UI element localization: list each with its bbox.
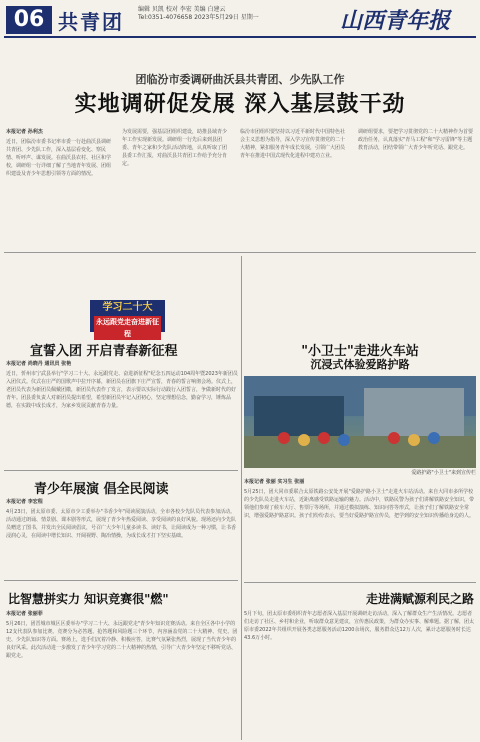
article-a-body	[6, 360, 238, 468]
article-c-title: 比智慧拼实力 知识竞赛很"燃"	[8, 592, 169, 606]
banner-title: 学习二十大	[102, 302, 153, 313]
article-b-byline: 本报记者 李宏程	[6, 499, 43, 505]
center-column-rule	[241, 256, 242, 740]
newspaper-logo: 山西青年报	[340, 8, 451, 34]
main-bottom-rule	[4, 252, 476, 253]
main-col-3-text: 临汾市团组织要坚持以习近平新时代中国特色社会主义思想为指导，深入学习宣传贯彻党的二十大精神，紧扣服务青年成长发展，引领广大团员青年在推进中国式现代化进程中建功立业。	[240, 129, 346, 159]
main-kicker: 团临汾市委调研曲沃县共青团、少先队工作	[135, 73, 345, 86]
railway-photo-drawing	[244, 376, 476, 468]
article-b-text: 4月23日，团太原市委、太原市少工委举办"书香少年"阅读展演活动，全市各校少先队员代表参加活动。活动通过朗诵、情景剧、课本剧等形式，展现了青少年热爱阅读、享受阅读的良好风貌。现场还向少先队员赠送了图书，并发出全民阅读倡议，号召广大少年儿童多读书、读好书，让阅读成为一种习惯，让书香浸润心灵，在阅读中增长知识、开阔视野、陶冶情操，为成长成才打下坚实基础。	[6, 509, 237, 539]
article-c-byline: 本报记者 张丽菲	[6, 611, 43, 617]
main-byline: 本报记者 孙利杰	[6, 129, 43, 135]
study-banner	[90, 300, 165, 338]
article-e-body	[244, 610, 476, 738]
main-col-4-text: 调研组要求，要把学习贯彻党的二十大精神作为首要政治任务，认真落实"青马工程"和"学习雷锋"等主题教育活动，团结带领广大青少年听党话、跟党走。	[358, 129, 474, 151]
main-col-2-text: 为发展需要，强基层团组织建设，助推县域青少年工作实现新发展。调研组一行先后来到县团委、青年之家和少先队活动阵地，认真听取了团县委工作汇报，对曲沃县共青团工作给予充分肯定。	[122, 129, 228, 167]
article-d-text: 5月25日，团大同市委联合太原铁路公安处开展"爱路护路小卫士"走进火车站活动。来自大同市多所学校的少先队员走进火车站，近距离感受铁路运输的魅力。活动中，铁路民警为孩子们讲解铁路安全知识，带领他们参观了候车大厅、售票厅等场所，并通过模拟演练、知识问答等形式，让孩子们了解铁路安全常识，增强爱路护路意识。孩子们纷纷表示，要当好爱路护路宣传员，把学到的安全知识传播给身边的人。	[244, 489, 475, 519]
article-e-title: 走进满赋源利民之路	[365, 592, 474, 606]
page-number: 06	[6, 6, 52, 34]
main-col-3	[240, 128, 348, 246]
main-col-2	[122, 128, 230, 246]
article-e-text: 5月下旬，团太原市委组织青年志愿者深入基层开展调研走访活动，深入了解群众生产生活情况。志愿者们走访了社区、乡村和企业，听取群众意见建议，宣传惠民政策，为群众办实事、解难题。据了解，团太原市委2022年共组织开展各类志愿服务活动1200余场次，服务群众达12万人次，累计志愿服务时长达43.6万小时。	[244, 611, 475, 641]
main-col-4	[358, 128, 474, 246]
article-a-text: 近日，忻州市宁武县举行"学习二十大、永远跟党走、奋进新征程"纪念五四运动104周年暨2023年新团员入团仪式。仪式在庄严的国歌声中拉开序幕，新团员在团旗下庄严宣誓，青春的誓言响彻会场。仪式上，老团员代表为新团员佩戴团徽，新团员代表作了发言，表示要以实际行动践行入团誓言，争做新时代的好青年。团县委负责人对新团员提出希望，希望新团员牢记入团初心，坚定理想信念，勤奋学习，锤炼品德，在实践中成长成才，为家乡发展贡献青春力量。	[6, 371, 238, 409]
main-col-1-text: 近日，团临汾市委书记率市委一行赴曲沃县调研共青团、少先队工作，深入基层看变化、察民情、听呼声、谋发展。在曲沃县农村、社区和学校，调研组一行详细了解了当地青年发展、团组织建设及青少年思想引领等方面的情况。	[6, 139, 112, 177]
photo-caption: 爱路护路"小卫士"来到宣传栏	[411, 470, 476, 476]
article-d-body	[244, 478, 476, 582]
section-name: 共青团	[58, 10, 124, 34]
article-d-title: "小卫士"走进火车站	[301, 344, 419, 359]
article-b-title: 青少年展演 倡全民阅读	[34, 482, 169, 497]
banner-slogan: 永远跟党走奋进新征程	[96, 318, 159, 338]
rule-a-b	[4, 470, 238, 471]
header-meta-date: Tel:0351-4076658 2023年5月29日 星期一	[138, 14, 259, 21]
main-col-1	[6, 128, 114, 246]
article-a-byline: 本报记者 尚晓丹 通讯员 张艳	[6, 361, 72, 367]
article-a-title: 宣誓入团 开启青春新征程	[30, 344, 178, 359]
header-rule	[4, 36, 476, 38]
article-d-subtitle: 沉浸式体验爱路护路	[310, 358, 410, 371]
article-c-text: 5月26日，团晋城市城区区委举办"学习二十大、永远跟党走"青少年知识竞赛活动。来自全区各中小学的12支代表队参加比赛。竞赛分为必答题、抢答题和风险题三个环节，内容涵盖党的二十大精神、党史、团史、少先队知识等方面。赛场上，选手们沉着冷静、积极应答，比赛气氛紧张热烈，展现了当代青少年的良好风采。此次活动进一步激发了青少年学习党的二十大精神的热情，引导广大青少年坚定不移听党话、跟党走。	[6, 621, 238, 659]
header-meta-editors: 编辑 贝凯 校对 李宏 美编 白建云	[138, 6, 226, 13]
railway-photo	[244, 376, 476, 468]
header-meta	[138, 6, 288, 22]
main-headline: 实地调研促发展 深入基层鼓干劲	[74, 92, 406, 117]
article-c-body	[6, 610, 238, 738]
article-b-body	[6, 498, 238, 578]
article-d-byline: 本报记者 张丽 实习生 张丽	[244, 479, 305, 485]
rule-d-e	[244, 582, 476, 583]
rule-b-c	[4, 580, 238, 581]
